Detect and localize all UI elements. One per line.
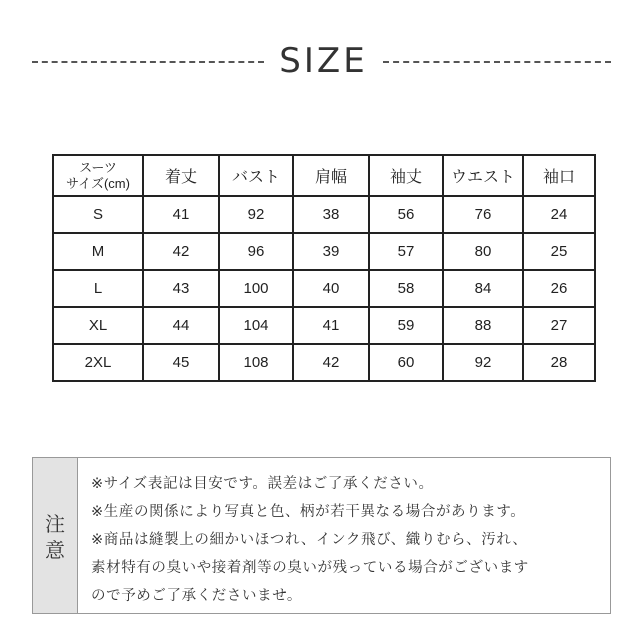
note-line: ※サイズ表記は目安です。誤差はご了承ください。 [91, 476, 434, 492]
table-cell: 45 [143, 344, 219, 381]
notes-label-char: 注 [45, 512, 65, 536]
column-header: 着丈 [143, 155, 219, 196]
table-row [53, 307, 595, 344]
table-header-row [53, 155, 595, 196]
table-row [53, 196, 595, 233]
table-cell: 27 [523, 307, 595, 344]
table-cell: 43 [143, 270, 219, 307]
column-header: ウエスト [443, 155, 523, 196]
table-row [53, 270, 595, 307]
table-corner-cell [53, 155, 143, 196]
notes-text [91, 470, 602, 610]
column-header: 袖口 [523, 155, 595, 196]
size-label-cell: S [53, 196, 143, 233]
note-line: ※生産の関係により写真と色、柄が若干異なる場合があります。 [91, 504, 526, 520]
table-cell: 84 [443, 270, 523, 307]
column-header: 袖丈 [369, 155, 443, 196]
table-cell: 25 [523, 233, 595, 270]
table-cell: 57 [369, 233, 443, 270]
column-header: バスト [219, 155, 293, 196]
page-title: SIZE [279, 41, 368, 81]
table-cell: 28 [523, 344, 595, 381]
table-cell: 60 [369, 344, 443, 381]
notes-box [32, 457, 611, 614]
size-label-cell: M [53, 233, 143, 270]
title-row [0, 36, 640, 86]
table-row [53, 344, 595, 381]
size-label-cell: L [53, 270, 143, 307]
size-label-cell: 2XL [53, 344, 143, 381]
table-cell: 92 [219, 196, 293, 233]
table-cell: 76 [443, 196, 523, 233]
table-cell: 42 [293, 344, 369, 381]
size-table [52, 154, 596, 382]
table-cell: 24 [523, 196, 595, 233]
table-cell: 41 [143, 196, 219, 233]
table-cell: 42 [143, 233, 219, 270]
table-cell: 59 [369, 307, 443, 344]
corner-label-line2: サイズ(cm) [66, 175, 130, 191]
note-line: ※商品は縫製上の細かいほつれ、インク飛び、織りむら、汚れ、 [91, 532, 528, 548]
notes-label-char: 意 [45, 538, 65, 562]
table-cell: 92 [443, 344, 523, 381]
notes-label-panel [33, 458, 78, 613]
table-row [53, 233, 595, 270]
table-cell: 38 [293, 196, 369, 233]
table-cell: 40 [293, 270, 369, 307]
table-cell: 41 [293, 307, 369, 344]
table-cell: 88 [443, 307, 523, 344]
table-cell: 44 [143, 307, 219, 344]
table-cell: 104 [219, 307, 293, 344]
table-cell: 96 [219, 233, 293, 270]
table-cell: 100 [219, 270, 293, 307]
table-cell: 26 [523, 270, 595, 307]
dashed-divider-right [383, 61, 611, 63]
table-cell: 56 [369, 196, 443, 233]
size-label-cell: XL [53, 307, 143, 344]
note-line: 素材特有の臭いや接着剤等の臭いが残っている場合がございます [91, 560, 529, 576]
table-cell: 58 [369, 270, 443, 307]
table-cell: 39 [293, 233, 369, 270]
table-cell: 80 [443, 233, 523, 270]
corner-label-line1: スーツ [79, 159, 117, 175]
dashed-divider-left [32, 61, 264, 63]
table-cell: 108 [219, 344, 293, 381]
column-header: 肩幅 [293, 155, 369, 196]
note-line: ので予めご了承くださいませ。 [91, 588, 302, 604]
